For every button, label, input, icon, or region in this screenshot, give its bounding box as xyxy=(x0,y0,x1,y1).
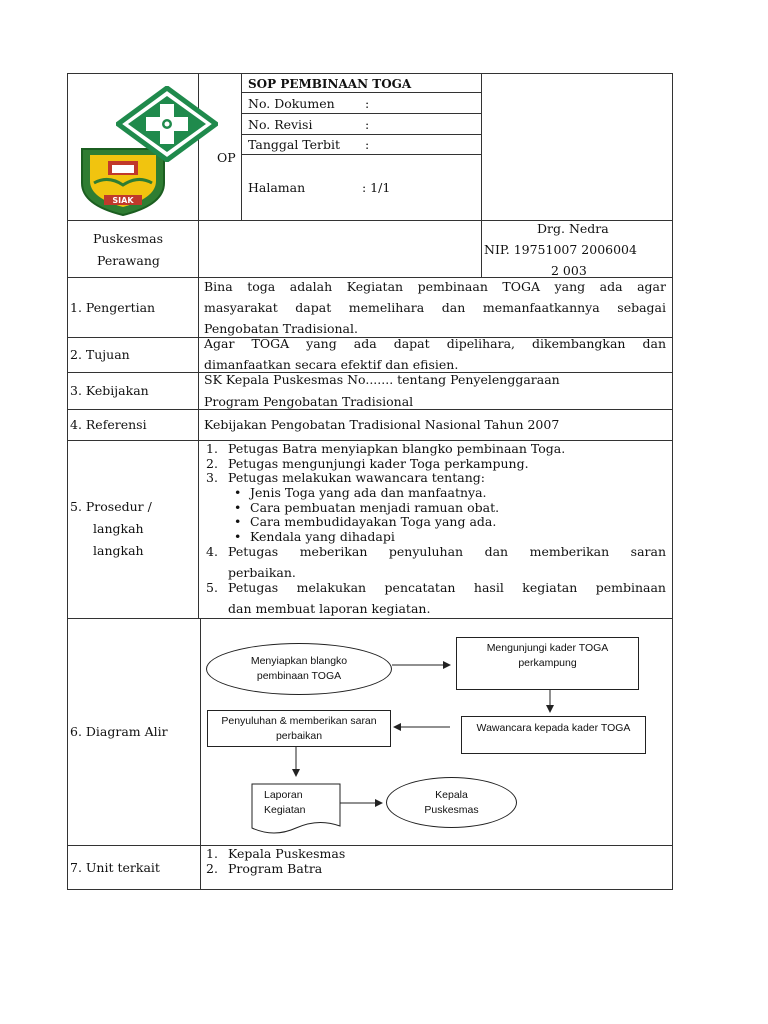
step-number: 4. xyxy=(206,544,218,559)
bullet-item: Cara pembuatan menjadi ramuan obat. xyxy=(250,500,500,515)
step-number: 5. xyxy=(206,580,218,595)
pengertian-line: Pengobatan Tradisional. xyxy=(204,321,358,336)
tujuan-line: Agar TOGA yang ada dapat dipelihara, dikembangkan dan xyxy=(204,336,666,351)
step-text: Petugas Batra menyiapkan blangko pembinaan Toga. xyxy=(228,441,566,456)
section-prosedur-label: langkah xyxy=(93,521,144,536)
bullet-item: Kendala yang dihadapi xyxy=(250,529,395,544)
bullet-dot: • xyxy=(234,529,242,544)
org-name-line1: Puskesmas xyxy=(93,231,163,246)
field-tanggal-sep: : xyxy=(365,137,370,152)
referensi-text: Kebijakan Pengobatan Tradisional Nasional Tahun 2007 xyxy=(204,417,560,432)
step-text: Petugas melakukan wawancara tentang: xyxy=(228,470,485,485)
field-no-revisi-label: No. Revisi xyxy=(248,117,313,132)
unit-number: 1. xyxy=(206,846,218,861)
signer-nip-line2: 2 003 xyxy=(551,263,587,278)
flow-node-report: Laporan Kegiatan xyxy=(264,789,306,816)
step-number: 1. xyxy=(206,441,218,456)
section-prosedur-label: 5. Prosedur / xyxy=(70,499,152,514)
org-name-line2: Perawang xyxy=(97,253,160,268)
step-text: Petugas melakukan pencatatan hasil kegiatan pembinaan xyxy=(228,580,666,595)
section-prosedur-label: langkah xyxy=(93,543,144,558)
bullet-item: Cara membudidayakan Toga yang ada. xyxy=(250,514,497,529)
section-diagram-label: 6. Diagram Alir xyxy=(70,724,168,739)
section-unit-label: 7. Unit terkait xyxy=(70,860,160,875)
step-number: 3. xyxy=(206,470,218,485)
flow-node-start: Menyiapkan blangko pembinaan TOGA xyxy=(206,643,392,695)
step-text: Petugas meberikan penyuluhan dan memberikan saran xyxy=(228,544,666,559)
flow-node-visit: Mengunjungi kader TOGA perkampung xyxy=(456,637,639,690)
signer-nip-line1: NIP. 19751007 2006004 xyxy=(484,242,637,257)
bullet-item: Jenis Toga yang ada dan manfaatnya. xyxy=(250,485,487,500)
logo-text: SIAK xyxy=(112,196,134,205)
sop-title: SOP PEMBINAAN TOGA xyxy=(248,77,412,91)
sop-fragment: OP xyxy=(217,150,236,165)
kebijakan-line: SK Kepala Puskesmas No....... tentang Penyelenggaraan xyxy=(204,372,560,387)
bullet-dot: • xyxy=(234,514,242,529)
field-halaman-value: : 1/1 xyxy=(362,180,391,195)
bullet-dot: • xyxy=(234,500,242,515)
step-text: dan membuat laporan kegiatan. xyxy=(228,601,431,616)
kebijakan-line: Program Pengobatan Tradisional xyxy=(204,394,414,409)
puskesmas-logo xyxy=(116,86,218,162)
bullet-dot: • xyxy=(234,485,242,500)
field-no-dokumen-sep: : xyxy=(365,96,370,111)
unit-number: 2. xyxy=(206,861,218,876)
section-referensi-label: 4. Referensi xyxy=(70,417,147,432)
flow-node-head: Kepala Puskesmas xyxy=(386,777,517,828)
flow-node-counsel: Penyuluhan & memberikan saran perbaikan xyxy=(207,710,391,747)
section-pengertian-label: 1. Pengertian xyxy=(70,300,156,315)
unit-item: Program Batra xyxy=(228,861,323,876)
field-no-dokumen-label: No. Dokumen xyxy=(248,96,335,111)
unit-item: Kepala Puskesmas xyxy=(228,846,346,861)
section-kebijakan-label: 3. Kebijakan xyxy=(70,383,149,398)
step-text: Petugas mengunjungi kader Toga perkampung. xyxy=(228,456,529,471)
signer-name: Drg. Nedra xyxy=(537,221,609,236)
field-no-revisi-sep: : xyxy=(365,117,370,132)
flow-node-interview: Wawancara kepada kader TOGA xyxy=(461,716,646,754)
pengertian-line: masyarakat dapat memelihara dan memanfaatkannya sebagai xyxy=(204,300,666,315)
field-halaman-label: Halaman xyxy=(248,180,306,195)
step-text: perbaikan. xyxy=(228,565,296,580)
tujuan-line: dimanfaatkan secara efektif dan efisien. xyxy=(204,357,459,372)
pengertian-line: Bina toga adalah Kegiatan pembinaan TOGA yang ada agar xyxy=(204,279,666,294)
section-tujuan-label: 2. Tujuan xyxy=(70,347,130,362)
field-tanggal-label: Tanggal Terbit xyxy=(248,137,341,152)
step-number: 2. xyxy=(206,456,218,471)
